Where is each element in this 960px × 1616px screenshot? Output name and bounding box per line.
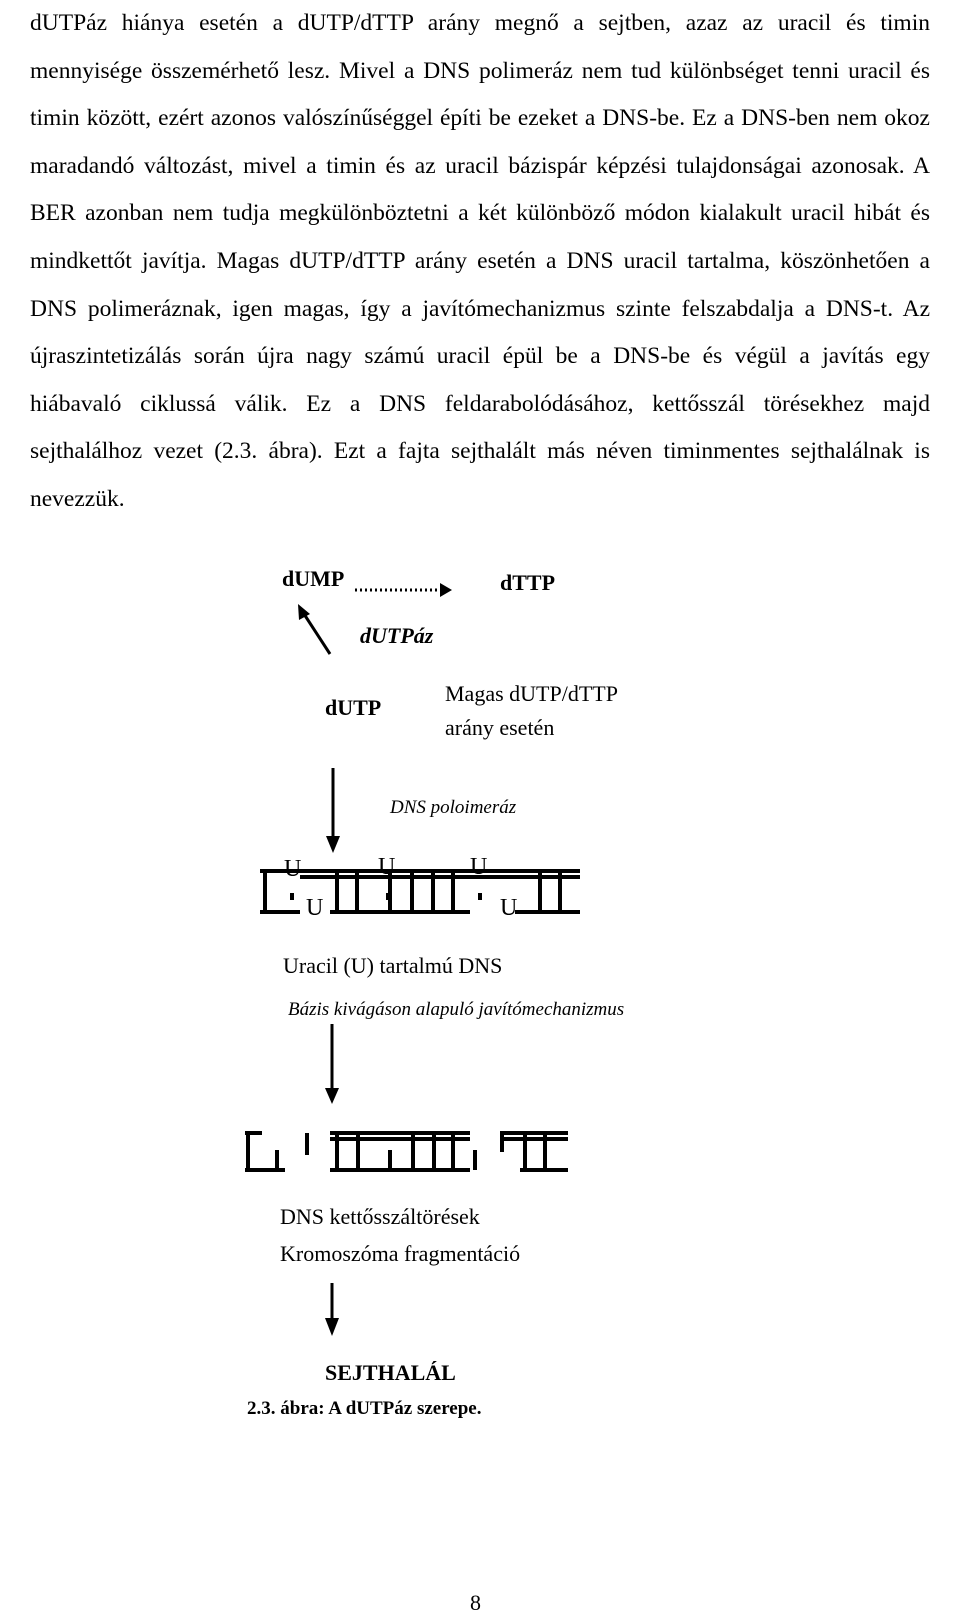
dutpase-label: dUTPáz bbox=[360, 623, 434, 648]
down-arrow-2-head bbox=[325, 1088, 339, 1104]
uracil-mark-2: U bbox=[378, 854, 396, 880]
down-arrow-3-head bbox=[325, 1318, 339, 1336]
body-paragraph: dUTPáz hiánya esetén a dUTP/dTTP arány megnő a sejtben, azaz az uracil és timin mennyisége összemérhető lesz. Mivel a DNS polimeráz nem tud különbséget tenni uracil és timin között, ezért azonos valószínűséggel építi be ezeket a DNS-be. Ez a DNS-ben nem okoz maradandó változást, mivel a timin és az uracil bázispár képzési tulajdonságai azonosak. A BER azonban nem tudja megkülönböztetni a két különböző módon kialakult uracil hibát és mindkettőt javítja. Magas dUTP/dTTP arány esetén a DNS uracil tartalma, köszönhetően a DNS polimeráznak, igen magas, így a javítómechanizmus szinte felszabdalja a DNS-t. Az újraszintetizálás során újra nagy számú uracil épül be a DNS-be és végül a javítás egy hiábavaló ciklussá válik. Ez a DNS feldarabolódásához, kettősszál törésekhez majd sejthalálhoz vezet (2.3. ábra). Ezt a fajta sejthalált más néven timinmentes sejthalálnak is nevezzük. bbox=[30, 10, 930, 512]
diagonal-arrow-line bbox=[304, 614, 330, 654]
polymerase-label: DNS poloimeráz bbox=[390, 797, 517, 818]
dsb-label-2: Kromoszóma fragmentáció bbox=[280, 1241, 521, 1266]
dotted-arrow-head bbox=[440, 583, 452, 597]
high-ratio-label-1: Magas dUTP/dTTP bbox=[445, 681, 618, 706]
page-number: 8 bbox=[470, 1590, 481, 1615]
dttp-label: dTTP bbox=[500, 570, 556, 595]
dsb-label-1: DNS kettősszáltörések bbox=[280, 1204, 480, 1229]
diagonal-arrow-head bbox=[298, 604, 310, 620]
dutp-label: dUTP bbox=[325, 695, 382, 720]
fragmented-dna-structure bbox=[245, 1133, 568, 1170]
ber-label: Bázis kivágáson alapuló javítómechanizmus bbox=[288, 999, 625, 1020]
uracil-mark-4: U bbox=[306, 895, 324, 921]
uracil-mark-1: U bbox=[284, 856, 302, 882]
uracil-mark-5: U bbox=[500, 895, 518, 921]
dump-label: dUMP bbox=[282, 566, 345, 591]
high-ratio-label-2: arány esetén bbox=[445, 715, 555, 740]
down-arrow-1-head bbox=[326, 836, 340, 853]
figure-caption: 2.3. ábra: A dUTPáz szerepe. bbox=[247, 1398, 482, 1419]
cell-death-label: SEJTHALÁL bbox=[325, 1360, 456, 1385]
uracil-mark-3: U bbox=[470, 854, 488, 880]
uracil-dna-label: Uracil (U) tartalmú DNS bbox=[283, 953, 503, 978]
